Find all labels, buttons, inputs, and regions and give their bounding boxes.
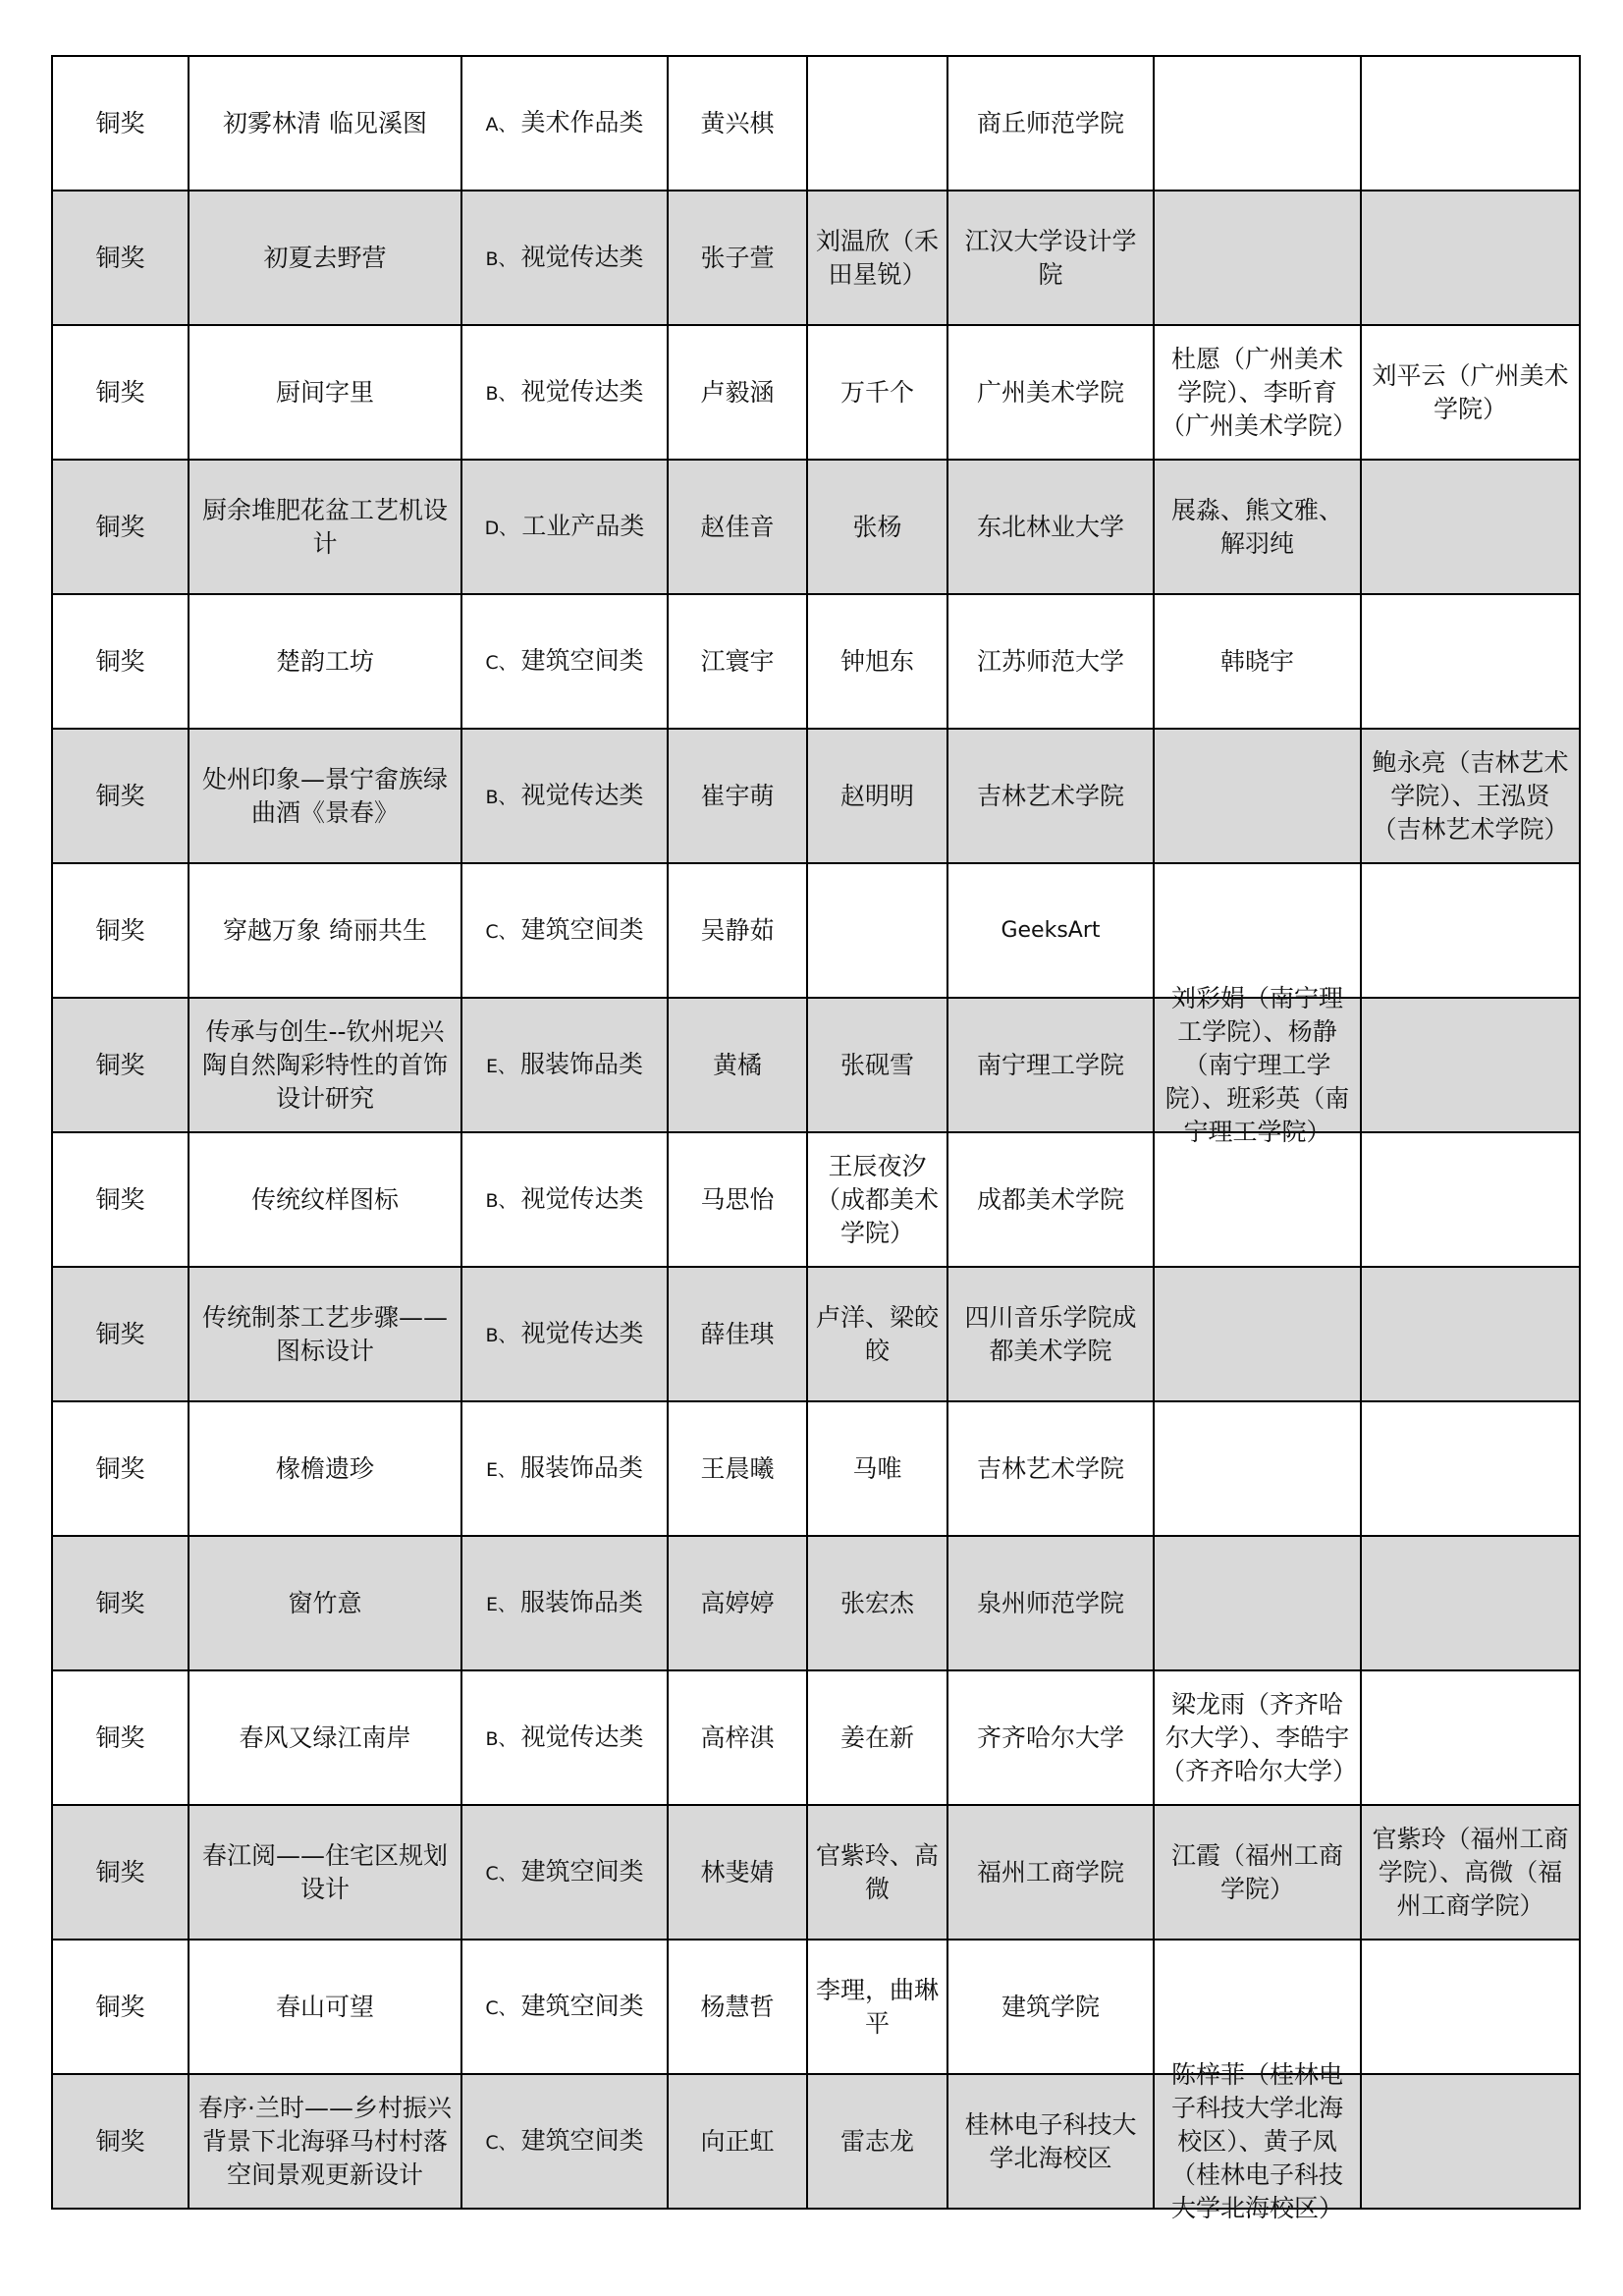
school-cell: GeeksArt bbox=[947, 863, 1154, 998]
school-cell: 江苏师范大学 bbox=[947, 594, 1154, 729]
title-cell: 传承与创生--钦州坭兴陶自然陶彩特性的首饰设计研究 bbox=[189, 998, 461, 1132]
category-cell bbox=[461, 1401, 668, 1536]
author-cell: 吴静茹 bbox=[668, 863, 807, 998]
author-cell: 黄橘 bbox=[668, 998, 807, 1132]
award-cell: 铜奖 bbox=[52, 1940, 189, 2074]
category-name: 服装饰品类 bbox=[520, 1452, 644, 1482]
title-cell: 椽檐遗珍 bbox=[189, 1401, 461, 1536]
table-row bbox=[52, 998, 1580, 1132]
member-cell bbox=[1154, 1132, 1361, 1267]
member-cell bbox=[1154, 729, 1361, 863]
award-cell: 铜奖 bbox=[52, 1401, 189, 1536]
school-cell: 南宁理工学院 bbox=[947, 998, 1154, 1132]
member-cell: 展淼、熊文雅、解羽纯 bbox=[1154, 460, 1361, 594]
school-cell: 泉州师范学院 bbox=[947, 1536, 1154, 1670]
advisor-cell: 王辰夜汐（成都美术学院） bbox=[807, 1132, 947, 1267]
table-row bbox=[52, 325, 1580, 460]
category-code: E、 bbox=[485, 1055, 516, 1077]
title-cell: 窗竹意 bbox=[189, 1536, 461, 1670]
member-cell bbox=[1154, 1940, 1361, 2074]
extra-cell bbox=[1361, 1940, 1580, 2074]
category-code: E、 bbox=[485, 1458, 516, 1481]
table-row bbox=[52, 1805, 1580, 1940]
title-cell: 春序·兰时——乡村振兴背景下北海驿马村村落空间景观更新设计 bbox=[189, 2074, 461, 2209]
category-cell bbox=[461, 863, 668, 998]
award-cell: 铜奖 bbox=[52, 1805, 189, 1940]
extra-cell bbox=[1361, 863, 1580, 998]
advisor-cell bbox=[807, 56, 947, 191]
award-cell: 铜奖 bbox=[52, 325, 189, 460]
advisor-cell: 刘温欣（禾田星锐） bbox=[807, 191, 947, 325]
school-cell: 桂林电子科技大学北海校区 bbox=[947, 2074, 1154, 2209]
table-row bbox=[52, 1132, 1580, 1267]
school-cell: 吉林艺术学院 bbox=[947, 1401, 1154, 1536]
member-cell bbox=[1154, 1536, 1361, 1670]
table-row bbox=[52, 1940, 1580, 2074]
category-code: E、 bbox=[485, 1593, 516, 1615]
award-cell: 铜奖 bbox=[52, 460, 189, 594]
category-name: 视觉传达类 bbox=[520, 780, 644, 809]
category-code: C、 bbox=[485, 1996, 517, 2019]
advisor-cell: 马唯 bbox=[807, 1401, 947, 1536]
title-cell: 传统制茶工艺步骤——图标设计 bbox=[189, 1267, 461, 1401]
award-cell: 铜奖 bbox=[52, 1536, 189, 1670]
extra-cell bbox=[1361, 56, 1580, 191]
category-code: C、 bbox=[485, 651, 517, 674]
category-cell bbox=[461, 1670, 668, 1805]
extra-cell: 刘平云（广州美术学院） bbox=[1361, 325, 1580, 460]
advisor-cell: 万千个 bbox=[807, 325, 947, 460]
category-name: 美术作品类 bbox=[520, 107, 644, 137]
table-row bbox=[52, 1267, 1580, 1401]
category-code: C、 bbox=[485, 2131, 517, 2154]
title-cell: 处州印象—景宁畲族绿曲酒《景春》 bbox=[189, 729, 461, 863]
title-cell: 厨余堆肥花盆工艺机设计 bbox=[189, 460, 461, 594]
category-name: 工业产品类 bbox=[521, 511, 645, 540]
extra-cell bbox=[1361, 1401, 1580, 1536]
extra-cell bbox=[1361, 594, 1580, 729]
advisor-cell: 张宏杰 bbox=[807, 1536, 947, 1670]
category-code: A、 bbox=[485, 113, 517, 136]
member-cell bbox=[1154, 56, 1361, 191]
table-row bbox=[52, 594, 1580, 729]
category-cell bbox=[461, 56, 668, 191]
school-cell: 建筑学院 bbox=[947, 1940, 1154, 2074]
category-name: 视觉传达类 bbox=[520, 1183, 644, 1213]
award-cell: 铜奖 bbox=[52, 1670, 189, 1805]
author-cell: 江寰宇 bbox=[668, 594, 807, 729]
author-cell: 马思怡 bbox=[668, 1132, 807, 1267]
title-cell: 传统纹样图标 bbox=[189, 1132, 461, 1267]
title-cell: 楚韵工坊 bbox=[189, 594, 461, 729]
category-code: B、 bbox=[485, 382, 517, 405]
award-cell: 铜奖 bbox=[52, 729, 189, 863]
extra-cell bbox=[1361, 1132, 1580, 1267]
school-cell: 商丘师范学院 bbox=[947, 56, 1154, 191]
table-row bbox=[52, 863, 1580, 998]
category-cell bbox=[461, 998, 668, 1132]
school-cell: 吉林艺术学院 bbox=[947, 729, 1154, 863]
author-cell: 黄兴棋 bbox=[668, 56, 807, 191]
title-cell: 春风又绿江南岸 bbox=[189, 1670, 461, 1805]
category-name: 建筑空间类 bbox=[520, 645, 644, 675]
category-cell bbox=[461, 2074, 668, 2209]
category-name: 建筑空间类 bbox=[520, 1991, 644, 2020]
extra-cell bbox=[1361, 1670, 1580, 1805]
category-name: 服装饰品类 bbox=[520, 1587, 644, 1616]
advisor-cell: 雷志龙 bbox=[807, 2074, 947, 2209]
extra-cell bbox=[1361, 998, 1580, 1132]
advisor-cell: 卢洋、梁皎皎 bbox=[807, 1267, 947, 1401]
extra-cell: 鲍永亮（吉林艺术学院）、王泓贤（吉林艺术学院） bbox=[1361, 729, 1580, 863]
title-cell: 春江阅——住宅区规划设计 bbox=[189, 1805, 461, 1940]
school-cell: 四川音乐学院成都美术学院 bbox=[947, 1267, 1154, 1401]
school-cell: 齐齐哈尔大学 bbox=[947, 1670, 1154, 1805]
category-name: 视觉传达类 bbox=[520, 376, 644, 406]
table-row bbox=[52, 56, 1580, 191]
advisor-cell: 张杨 bbox=[807, 460, 947, 594]
member-cell bbox=[1154, 1267, 1361, 1401]
table-row bbox=[52, 2074, 1580, 2209]
title-cell: 春山可望 bbox=[189, 1940, 461, 2074]
category-code: C、 bbox=[485, 1862, 517, 1885]
category-cell bbox=[461, 1940, 668, 2074]
category-code: B、 bbox=[485, 1727, 517, 1750]
category-code: D、 bbox=[484, 517, 518, 539]
author-cell: 林斐婧 bbox=[668, 1805, 807, 1940]
award-cell: 铜奖 bbox=[52, 56, 189, 191]
category-code: B、 bbox=[485, 1324, 517, 1346]
member-cell bbox=[1154, 863, 1361, 998]
member-cell bbox=[1154, 191, 1361, 325]
title-cell: 初雾林清 临见溪图 bbox=[189, 56, 461, 191]
author-cell: 赵佳音 bbox=[668, 460, 807, 594]
category-cell bbox=[461, 325, 668, 460]
member-cell: 杜愿（广州美术学院）、李昕育（广州美术学院） bbox=[1154, 325, 1361, 460]
school-cell: 福州工商学院 bbox=[947, 1805, 1154, 1940]
award-cell: 铜奖 bbox=[52, 594, 189, 729]
author-cell: 薛佳琪 bbox=[668, 1267, 807, 1401]
author-cell: 高梓淇 bbox=[668, 1670, 807, 1805]
author-cell: 崔宇萌 bbox=[668, 729, 807, 863]
category-name: 建筑空间类 bbox=[520, 1856, 644, 1886]
award-cell: 铜奖 bbox=[52, 2074, 189, 2209]
title-cell: 初夏去野营 bbox=[189, 191, 461, 325]
extra-cell: 官紫玲（福州工商学院）、高微（福州工商学院） bbox=[1361, 1805, 1580, 1940]
advisor-cell: 姜在新 bbox=[807, 1670, 947, 1805]
advisor-cell: 赵明明 bbox=[807, 729, 947, 863]
table-row bbox=[52, 1536, 1580, 1670]
author-cell: 张子萱 bbox=[668, 191, 807, 325]
school-cell: 广州美术学院 bbox=[947, 325, 1154, 460]
member-cell: 梁龙雨（齐齐哈尔大学）、李皓宇（齐齐哈尔大学） bbox=[1154, 1670, 1361, 1805]
member-cell: 刘彩娟（南宁理工学院）、杨静（南宁理工学院）、班彩英（南宁理工学院） bbox=[1154, 998, 1361, 1132]
category-code: C、 bbox=[485, 920, 517, 943]
table-row bbox=[52, 191, 1580, 325]
award-cell: 铜奖 bbox=[52, 1267, 189, 1401]
author-cell: 高婷婷 bbox=[668, 1536, 807, 1670]
category-cell bbox=[461, 191, 668, 325]
advisor-cell: 李理，曲琳平 bbox=[807, 1940, 947, 2074]
category-name: 服装饰品类 bbox=[520, 1049, 644, 1078]
member-cell: 江霞（福州工商学院） bbox=[1154, 1805, 1361, 1940]
extra-cell bbox=[1361, 2074, 1580, 2209]
category-name: 建筑空间类 bbox=[520, 914, 644, 944]
category-name: 视觉传达类 bbox=[520, 1318, 644, 1347]
author-cell: 杨慧哲 bbox=[668, 1940, 807, 2074]
table-row bbox=[52, 1670, 1580, 1805]
school-cell: 东北林业大学 bbox=[947, 460, 1154, 594]
member-cell bbox=[1154, 1401, 1361, 1536]
category-code: B、 bbox=[485, 1189, 517, 1212]
awards-table bbox=[51, 55, 1581, 2222]
school-cell: 成都美术学院 bbox=[947, 1132, 1154, 1267]
category-cell bbox=[461, 1805, 668, 1940]
table-row bbox=[52, 729, 1580, 863]
category-cell bbox=[461, 1267, 668, 1401]
category-cell bbox=[461, 729, 668, 863]
award-cell: 铜奖 bbox=[52, 1132, 189, 1267]
award-cell: 铜奖 bbox=[52, 863, 189, 998]
category-name: 视觉传达类 bbox=[520, 1722, 644, 1751]
category-name: 视觉传达类 bbox=[520, 242, 644, 271]
table-row bbox=[52, 1401, 1580, 1536]
extra-cell bbox=[1361, 460, 1580, 594]
member-cell: 韩晓宇 bbox=[1154, 594, 1361, 729]
category-cell bbox=[461, 1536, 668, 1670]
title-cell: 穿越万象 绮丽共生 bbox=[189, 863, 461, 998]
table-row bbox=[52, 460, 1580, 594]
category-name: 建筑空间类 bbox=[520, 2125, 644, 2155]
category-cell bbox=[461, 460, 668, 594]
category-cell bbox=[461, 1132, 668, 1267]
award-cell: 铜奖 bbox=[52, 998, 189, 1132]
category-cell bbox=[461, 594, 668, 729]
category-code: B、 bbox=[485, 786, 517, 808]
author-cell: 卢毅涵 bbox=[668, 325, 807, 460]
extra-cell bbox=[1361, 1536, 1580, 1670]
extra-cell bbox=[1361, 1267, 1580, 1401]
member-cell: 陈梓菲（桂林电子科技大学北海校区）、黄子凤（桂林电子科技大学北海校区） bbox=[1154, 2074, 1361, 2209]
title-cell: 厨间字里 bbox=[189, 325, 461, 460]
award-cell: 铜奖 bbox=[52, 191, 189, 325]
advisor-cell: 张砚雪 bbox=[807, 998, 947, 1132]
school-cell: 江汉大学设计学院 bbox=[947, 191, 1154, 325]
category-code: B、 bbox=[485, 247, 517, 270]
extra-cell bbox=[1361, 191, 1580, 325]
advisor-cell: 钟旭东 bbox=[807, 594, 947, 729]
advisor-cell: 官紫玲、高微 bbox=[807, 1805, 947, 1940]
author-cell: 向正虹 bbox=[668, 2074, 807, 2209]
advisor-cell bbox=[807, 863, 947, 998]
author-cell: 王晨曦 bbox=[668, 1401, 807, 1536]
